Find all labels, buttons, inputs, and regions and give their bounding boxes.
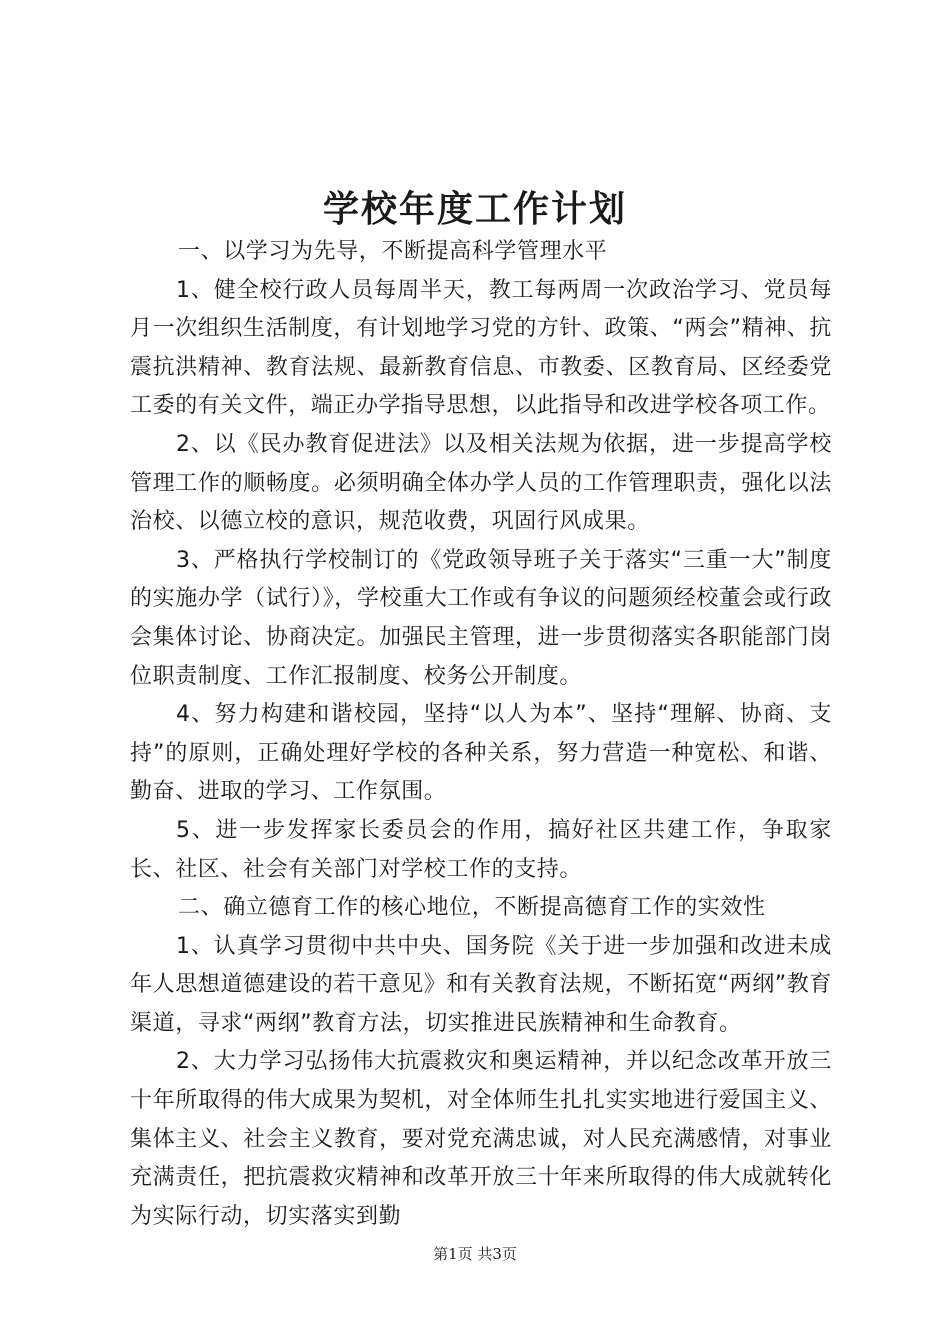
page-number-footer: 第1页 共3页 (433, 1245, 517, 1263)
section-heading-1: 一、以学习为先导，不断提高科学管理水平 (178, 239, 608, 264)
paragraph-1-4: 4、努力构建和谐校园，坚持“以人为本”、坚持“理解、协商、支持”的原则，正确处理好学校的各种关系，努力营造一种宽松、和谐、勤奋、进取的学习、工作氛围。 (130, 702, 832, 805)
paragraph-1-5: 5、进一步发挥家长委员会的作用，搞好社区共建工作，争取家长、社区、社会有关部门对学校工作的支持。 (130, 817, 832, 882)
document-title: 学校年度工作计划 (322, 188, 627, 230)
section-heading-2: 二、确立德育工作的核心地位，不断提高德育工作的实效性 (178, 895, 766, 921)
paragraph-2-1: 1、认真学习贯彻中共中央、国务院《关于进一步加强和改进未成年人思想道德建设的若干意见》和有关教育法规，不断拓宽“两纲”教育渠道，寻求“两纲”教育方法，切实推进民族精神和生命教育。 (130, 933, 832, 1036)
paragraph-1-2: 2、以《民办教育促进法》以及相关法规为依据，进一步提高学校管理工作的顺畅度。必须明确全体办学人员的工作管理职责，强化以法治校、以德立校的意识，规范收费，巩固行风成果。 (130, 431, 832, 535)
paragraph-1-1: 1、健全校行政人员每周半天，教工每两周一次政治学习、党员每月一次组织生活制度，有计划地学习党的方针、政策、“两会”精神、抗震抗洪精神、教育法规、最新教育信息、市教委、区教育局、区经委党工委的有关文件，端正办学指导思想，以此指导和改进学校各项工作。 (130, 277, 832, 419)
paragraph-2-2: 2、大力学习弘扬伟大抗震救灾和奥运精神，并以纪念改革开放三十年所取得的伟大成果为契机，对全体师生扎扎实实地进行爱国主义、集体主义、社会主义教育，要对党充满忠诚，对人民充满感情，对事业充满责任，把抗震救灾精神和改革开放三十年来所取得的伟大成就转化为实际行动，切实落实到勤 (130, 1049, 832, 1229)
document-body (130, 233, 832, 1236)
paragraph-1-3: 3、严格执行学校制订的《党政领导班子关于落实“三重一大”制度的实施办学（试行）》，学校重大工作或有争议的问题须经校董会或行政会集体讨论、协商决定。加强民主管理，进一步贯彻落实各职能部门岗位职责制度、工作汇报制度、校务公开制度。 (130, 547, 832, 689)
